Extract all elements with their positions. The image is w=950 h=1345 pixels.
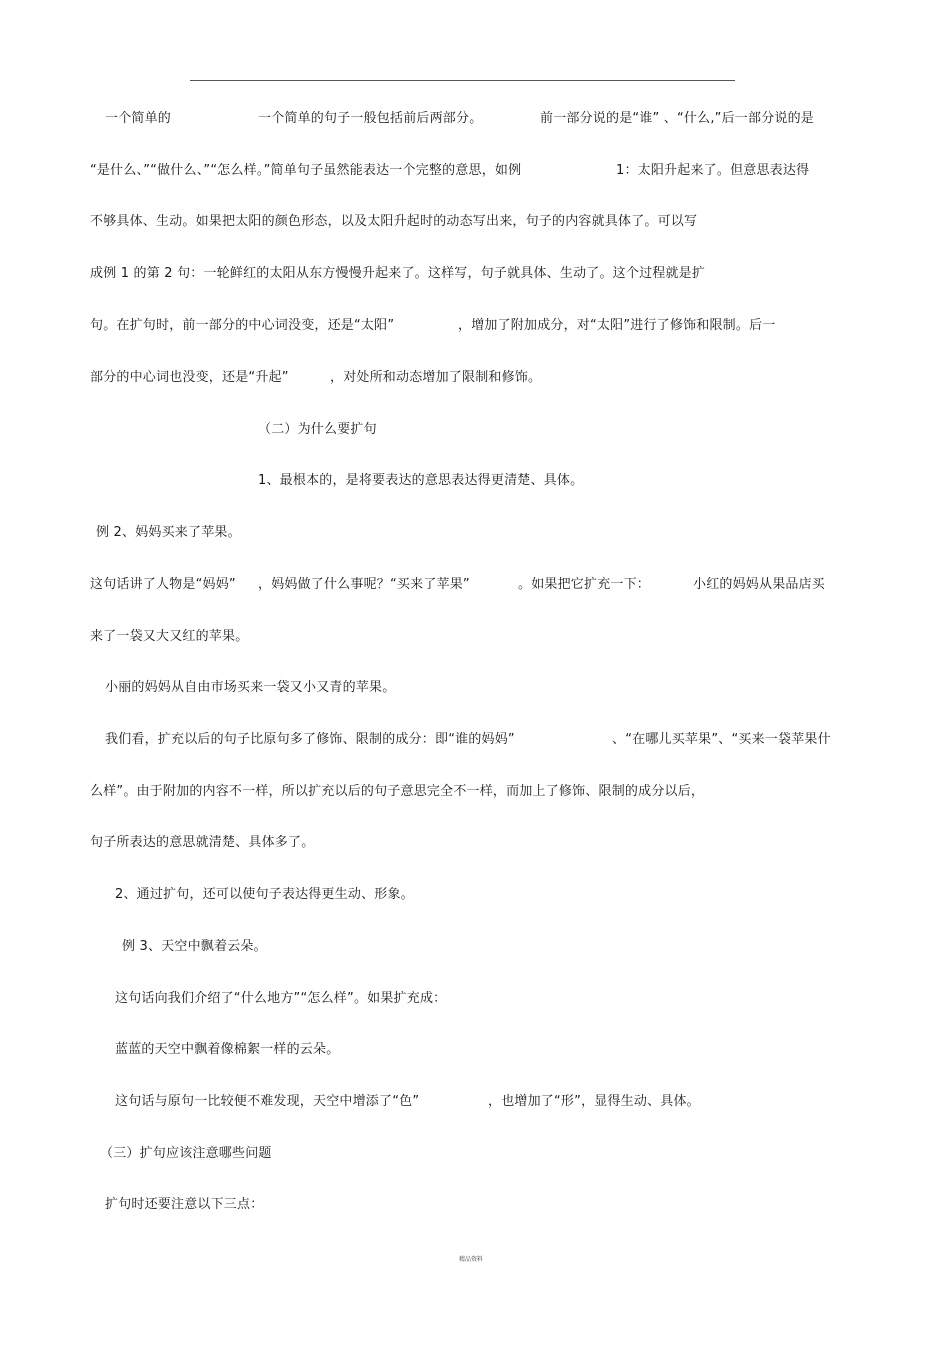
header-rule (190, 80, 735, 81)
text-segment: ，妈妈做了什么事呢？“买来了苹果” (258, 577, 470, 592)
text-segment: 1、最根本的，是将要表达的意思表达得更清楚、具体。 (258, 473, 584, 488)
text-segment: 1：太阳升起来了。但意思表达得 (616, 163, 810, 178)
text-segment: 一个简单的句子一般包括前后两部分。 (258, 111, 483, 126)
text-segment: “是什么、”“做什么、”“怎么样。”简单句子虽然能表达一个完整的意思，如例 (90, 163, 522, 178)
text-segment: 这句话向我们介绍了“什么地方”“怎么样”。如果扩充成： (115, 991, 447, 1006)
section-heading: （二）为什么要扩句 (258, 422, 377, 437)
text-segment: 前一部分说的是“谁” 、“什么,”后一部分说的是 (540, 111, 815, 126)
text-segment: 例 2、妈妈买来了苹果。 (96, 525, 241, 540)
text-segment: 不够具体、生动。如果把太阳的颜色形态，以及太阳升起时的动态写出来，句子的内容就具体了。可以写 (90, 214, 698, 229)
text-segment: 。如果把它扩充一下： (518, 577, 651, 592)
text-segment: 我们看，扩充以后的句子比原句多了修饰、限制的成分：即“谁的妈妈” (105, 732, 515, 747)
text-segment: 扩句时还要注意以下三点： (105, 1197, 264, 1212)
text-segment: 、“在哪儿买苹果”、“买来一袋苹果什 (612, 732, 831, 747)
footer-label: 精品资料 (459, 1256, 484, 1263)
text-segment: 句。在扩句时，前一部分的中心词没变，还是“太阳” (90, 318, 395, 333)
section-heading: （三）扩句应该注意哪些问题 (100, 1146, 272, 1161)
text-segment: 例 3、天空中飘着云朵。 (122, 939, 267, 954)
text-segment: 一个简单的 (105, 111, 172, 126)
text-segment: 小丽的妈妈从自由市场买来一袋又小又青的苹果。 (105, 680, 396, 695)
text-segment: 小红的妈妈从果品店买 (693, 577, 826, 592)
text-segment: 这句话讲了人物是“妈妈” (90, 577, 236, 592)
text-segment: ，增加了附加成分，对“太阳”进行了修饰和限制。后一 (458, 318, 776, 333)
text-segment: ，也增加了“形”，显得生动、具体。 (488, 1094, 700, 1109)
text-segment: 蓝蓝的天空中飘着像棉絮一样的云朵。 (115, 1042, 340, 1057)
text-segment: 部分的中心词也没变，还是“升起” (90, 370, 289, 385)
text-segment: 这句话与原句一比较便不难发现，天空中增添了“色” (115, 1094, 420, 1109)
text-segment: 2、通过扩句，还可以使句子表达得更生动、形象。 (115, 887, 414, 902)
text-segment: 句子所表达的意思就清楚、具体多了。 (90, 835, 315, 850)
text-segment: 成例 1 的第 2 句：一轮鲜红的太阳从东方慢慢升起来了。这样写，句子就具体、生动了。这个过程就是扩 (90, 266, 706, 281)
text-segment: 么样”。由于附加的内容不一样，所以扩充以后的句子意思完全不一样，而加上了修饰、限制的成分以后， (90, 784, 705, 799)
text-segment: 来了一袋又大又红的苹果。 (90, 629, 249, 644)
text-segment: ，对处所和动态增加了限制和修饰。 (330, 370, 542, 385)
